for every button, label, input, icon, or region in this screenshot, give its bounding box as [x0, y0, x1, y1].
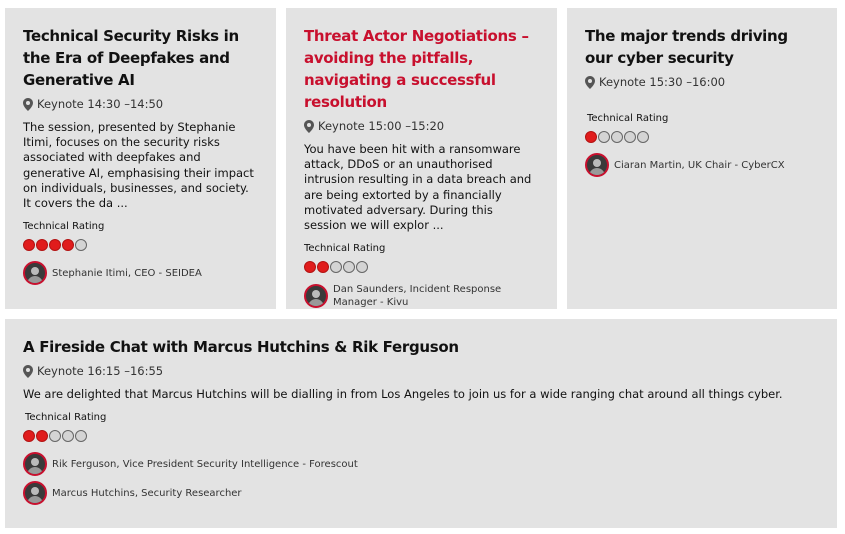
speaker[interactable] [23, 261, 258, 285]
session-time-text: Keynote 16:15 –16:55 [37, 364, 164, 378]
speaker-name: Stephanie Itimi, CEO - SEIDEA [52, 267, 202, 279]
session-card-3[interactable] [567, 8, 837, 309]
map-pin-icon [585, 76, 595, 89]
rating-dot-icon [585, 131, 597, 143]
session-description: We are delighted that Marcus Hutchins will be dialling in from Los Angeles to join us for a wide ranging chat around all things cyber. [23, 387, 783, 401]
session-time [23, 364, 819, 378]
rating-dot-icon [36, 239, 48, 251]
rating-dot-icon [23, 239, 35, 251]
session-title[interactable]: Technical Security Risks in the Era of Deepfakes and Generative AI [23, 27, 239, 89]
speaker-name: Ciaran Martin, UK Chair - CyberCX [614, 159, 785, 171]
avatar [23, 452, 47, 476]
speaker[interactable] [23, 481, 819, 505]
avatar [585, 153, 609, 177]
session-title[interactable]: The major trends driving our cyber security [585, 27, 788, 67]
rating-dot-icon [330, 261, 342, 273]
rating-dot-icon [62, 239, 74, 251]
rating-dot-icon [49, 430, 61, 442]
rating-label: Technical Rating [304, 243, 386, 255]
rating-label: Technical Rating [587, 113, 669, 124]
session-time [304, 119, 539, 133]
rating-dot-icon [75, 430, 87, 442]
speaker[interactable] [304, 283, 539, 309]
avatar [23, 481, 47, 505]
rating-dot-icon [304, 261, 316, 273]
session-time-text: Keynote 15:00 –15:20 [318, 119, 445, 133]
session-title[interactable]: Threat Actor Negotiations – avoiding the pitfalls, navigating a successful resolution [304, 27, 529, 111]
session-card-4[interactable] [5, 319, 837, 528]
session-description: You have been hit with a ransomware attack, DDoS or an unauthorised intrusion resulting in a data breach and are being extorted by a financially motivated adversary. During this session we will explor ... [304, 142, 532, 233]
rating-dot-icon [23, 430, 35, 442]
rating-dot-icon [317, 261, 329, 273]
avatar [23, 261, 47, 285]
session-time-text: Keynote 15:30 –16:00 [599, 75, 726, 89]
session-card-2[interactable] [286, 8, 557, 309]
rating-dot-icon [598, 131, 610, 143]
map-pin-icon [304, 120, 314, 133]
rating-label: Technical Rating [25, 412, 107, 424]
session-time [23, 97, 258, 111]
rating-dot-icon [62, 430, 74, 442]
technical-rating [585, 131, 819, 143]
session-title[interactable]: A Fireside Chat with Marcus Hutchins & Rik Ferguson [23, 338, 459, 356]
technical-rating [304, 261, 539, 273]
speaker-name: Dan Saunders, Incident Response Manager - Kivu [333, 284, 502, 309]
session-card-1[interactable] [5, 8, 276, 309]
session-time-text: Keynote 14:30 –14:50 [37, 97, 164, 111]
map-pin-icon [23, 365, 33, 378]
rating-dot-icon [75, 239, 87, 251]
technical-rating [23, 239, 258, 251]
avatar [304, 284, 328, 308]
rating-dot-icon [611, 131, 623, 143]
map-pin-icon [23, 98, 33, 111]
rating-dot-icon [49, 239, 61, 251]
rating-dot-icon [637, 131, 649, 143]
rating-label: Technical Rating [23, 221, 105, 233]
rating-dot-icon [36, 430, 48, 442]
session-time [585, 75, 819, 89]
technical-rating [23, 430, 819, 442]
rating-dot-icon [343, 261, 355, 273]
rating-dot-icon [356, 261, 368, 273]
speaker[interactable] [23, 452, 819, 476]
speaker-name: Rik Ferguson, Vice President Security Intelligence - Forescout [52, 458, 358, 470]
speaker-name: Marcus Hutchins, Security Researcher [52, 487, 242, 499]
rating-dot-icon [624, 131, 636, 143]
session-description: The session, presented by Stephanie Itimi, focuses on the security risks associated with deepfakes and generative AI, emphasising their impact on individuals, businesses, and society. It covers the da ... [23, 120, 254, 211]
speaker[interactable] [585, 153, 819, 177]
